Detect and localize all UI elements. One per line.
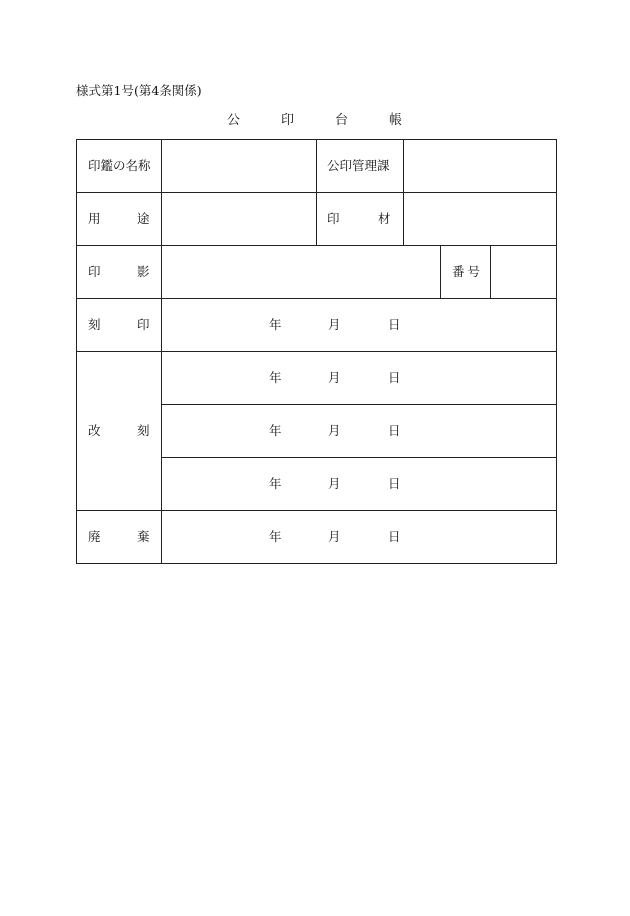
date-year-unit: 年: [269, 476, 282, 491]
date-day-unit: 日: [388, 423, 401, 438]
disposal-label-char: 棄: [137, 529, 150, 544]
column-divider: [316, 140, 317, 245]
seal-impression-label-char: 影: [137, 264, 150, 279]
date-month-unit: 月: [328, 370, 341, 385]
date-year-unit: 年: [269, 370, 282, 385]
row-divider: [77, 298, 556, 299]
material-label-char: 印: [327, 211, 340, 226]
engraving-label-char: 刻: [88, 317, 101, 332]
column-divider: [161, 140, 162, 563]
managing-section-label: 公印管理課: [327, 158, 390, 173]
date-year-unit: 年: [269, 317, 282, 332]
row-divider: [77, 510, 556, 511]
title-char: 台: [335, 113, 349, 128]
material-label-char: 材: [378, 211, 391, 226]
seal-impression-label-char: 印: [88, 264, 101, 279]
date-day-unit: 日: [388, 370, 401, 385]
column-divider: [403, 140, 404, 245]
date-month-unit: 月: [328, 423, 341, 438]
engraving-label-char: 印: [137, 317, 150, 332]
purpose-label-char: 用: [88, 211, 101, 226]
title-char: 帳: [389, 113, 403, 128]
re-engraving-label-char: 改: [88, 423, 101, 438]
disposal-label-char: 廃: [88, 529, 101, 544]
title-char: 印: [281, 113, 295, 128]
form-number: 様式第1号(第4条関係): [76, 83, 202, 98]
date-year-unit: 年: [269, 529, 282, 544]
date-year-unit: 年: [269, 423, 282, 438]
row-divider: [161, 457, 556, 458]
date-month-unit: 月: [328, 476, 341, 491]
column-divider: [490, 245, 491, 298]
row-divider: [77, 245, 556, 246]
purpose-label-char: 途: [137, 211, 150, 226]
document-title: [220, 112, 410, 130]
title-char: 公: [227, 113, 241, 128]
row-divider: [77, 351, 556, 352]
date-day-unit: 日: [388, 529, 401, 544]
column-divider: [440, 245, 441, 298]
date-month-unit: 月: [328, 317, 341, 332]
seal-ledger-table: [76, 139, 557, 564]
row-divider: [161, 404, 556, 405]
date-day-unit: 日: [388, 476, 401, 491]
date-month-unit: 月: [328, 529, 341, 544]
seal-name-label: 印鑑の名称: [88, 158, 151, 173]
date-day-unit: 日: [388, 317, 401, 332]
number-label: 番号: [452, 264, 484, 279]
re-engraving-label-char: 刻: [137, 423, 150, 438]
